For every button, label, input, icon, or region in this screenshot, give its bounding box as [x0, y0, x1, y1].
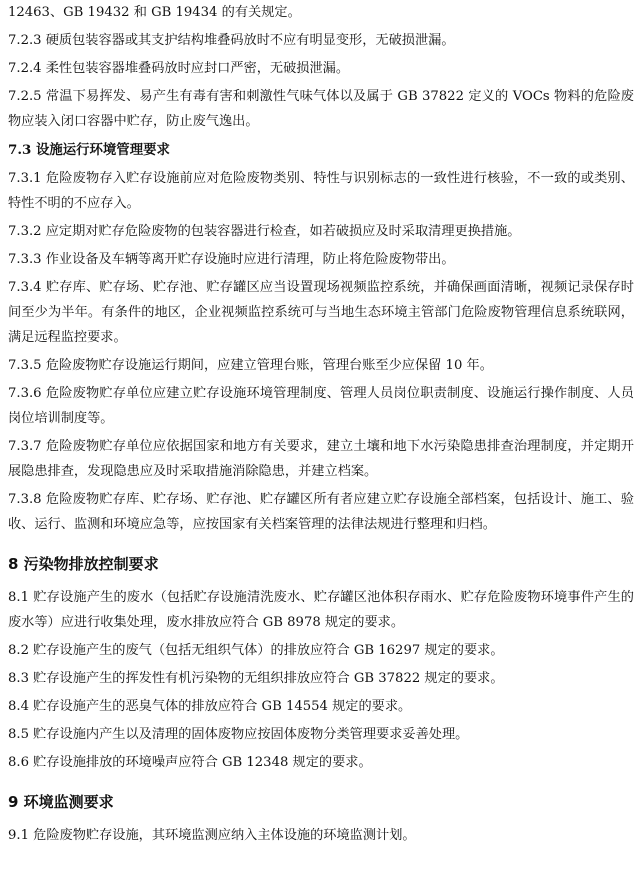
clause-7-3-1: 7.3.1 危险废物存入贮存设施前应对危险废物类别、特性与识别标志的一致性进行核验，不一致的或类别、特性不明的不应存入。	[8, 171, 634, 211]
heading-8: 8 污染物排放控制要求	[8, 555, 159, 573]
clause-7-2-3: 7.2.3 硬质包装容器或其支护结构堆叠码放时不应有明显变形，无破损泄漏。	[8, 33, 455, 48]
clause-8-6: 8.6 贮存设施排放的环境噪声应符合 GB 12348 规定的要求。	[8, 755, 372, 770]
clause-8-2: 8.2 贮存设施产生的废气（包括无组织气体）的排放应符合 GB 16297 规定的要求。	[8, 643, 504, 658]
clause-8-5: 8.5 贮存设施内产生以及清理的固体废物应按固体废物分类管理要求妥善处理。	[8, 727, 469, 742]
clause-7-2-5: 7.2.5 常温下易挥发、易产生有毒有害和刺激性气味气体以及属于 GB 37822 定义的 VOCs 物料的危险废物应装入闭口容器中贮存，防止废气逸出。	[8, 89, 634, 129]
document-page	[8, 0, 634, 848]
clause-7-3-4: 7.3.4 贮存库、贮存场、贮存池、贮存罐区应当设置现场视频监控系统，并确保画面清晰，视频记录保存时间至少为半年。有条件的地区，企业视频监控系统可与当地生态环境主管部门危险废物管理信息系统联网，满足远程监控要求。	[8, 280, 634, 345]
clause-7-3-5: 7.3.5 危险废物贮存设施运行期间，应建立管理台账，管理台账至少应保留 10 年。	[8, 358, 493, 373]
clause-7-3-2: 7.3.2 应定期对贮存危险废物的包装容器进行检查，如若破损应及时采取清理更换措施。	[8, 224, 521, 239]
clause-7-3-8: 7.3.8 危险废物贮存库、贮存场、贮存池、贮存罐区所有者应建立贮存设施全部档案，包括设计、施工、验收、运行、监测和环境应急等，应按国家有关档案管理的法律法规进行整理和归档。	[8, 492, 634, 532]
clause-7-3-3: 7.3.3 作业设备及车辆等离开贮存设施时应进行清理，防止将危险废物带出。	[8, 252, 455, 267]
clause-8-1: 8.1 贮存设施产生的废水（包括贮存设施清洗废水、贮存罐区池体积存雨水、贮存危险废物环境事件产生的废水等）应进行收集处理，废水排放应符合 GB 8978 规定的要求。	[8, 590, 634, 630]
heading-7-3: 7.3 设施运行环境管理要求	[8, 142, 170, 158]
clause-7-3-7: 7.3.7 危险废物贮存单位应依据国家和地方有关要求，建立土壤和地下水污染隐患排查治理制度，并定期开展隐患排查，发现隐患应及时采取措施消除隐患，并建立档案。	[8, 439, 634, 479]
heading-9: 9 环境监测要求	[8, 793, 114, 811]
clause-7-3-6: 7.3.6 危险废物贮存单位应建立贮存设施环境管理制度、管理人员岗位职责制度、设施运行操作制度、人员岗位培训制度等。	[8, 386, 634, 426]
clause-7-2-4: 7.2.4 柔性包装容器堆叠码放时应封口严密，无破损泄漏。	[8, 61, 350, 76]
clause-9-1: 9.1 危险废物贮存设施，其环境监测应纳入主体设施的环境监测计划。	[8, 828, 416, 843]
clause-8-4: 8.4 贮存设施产生的恶臭气体的排放应符合 GB 14554 规定的要求。	[8, 699, 412, 714]
paragraph-continuation: 12463、GB 19432 和 GB 19434 的有关规定。	[8, 5, 301, 20]
clause-8-3: 8.3 贮存设施产生的挥发性有机污染物的无组织排放应符合 GB 37822 规定的要求。	[8, 671, 504, 686]
